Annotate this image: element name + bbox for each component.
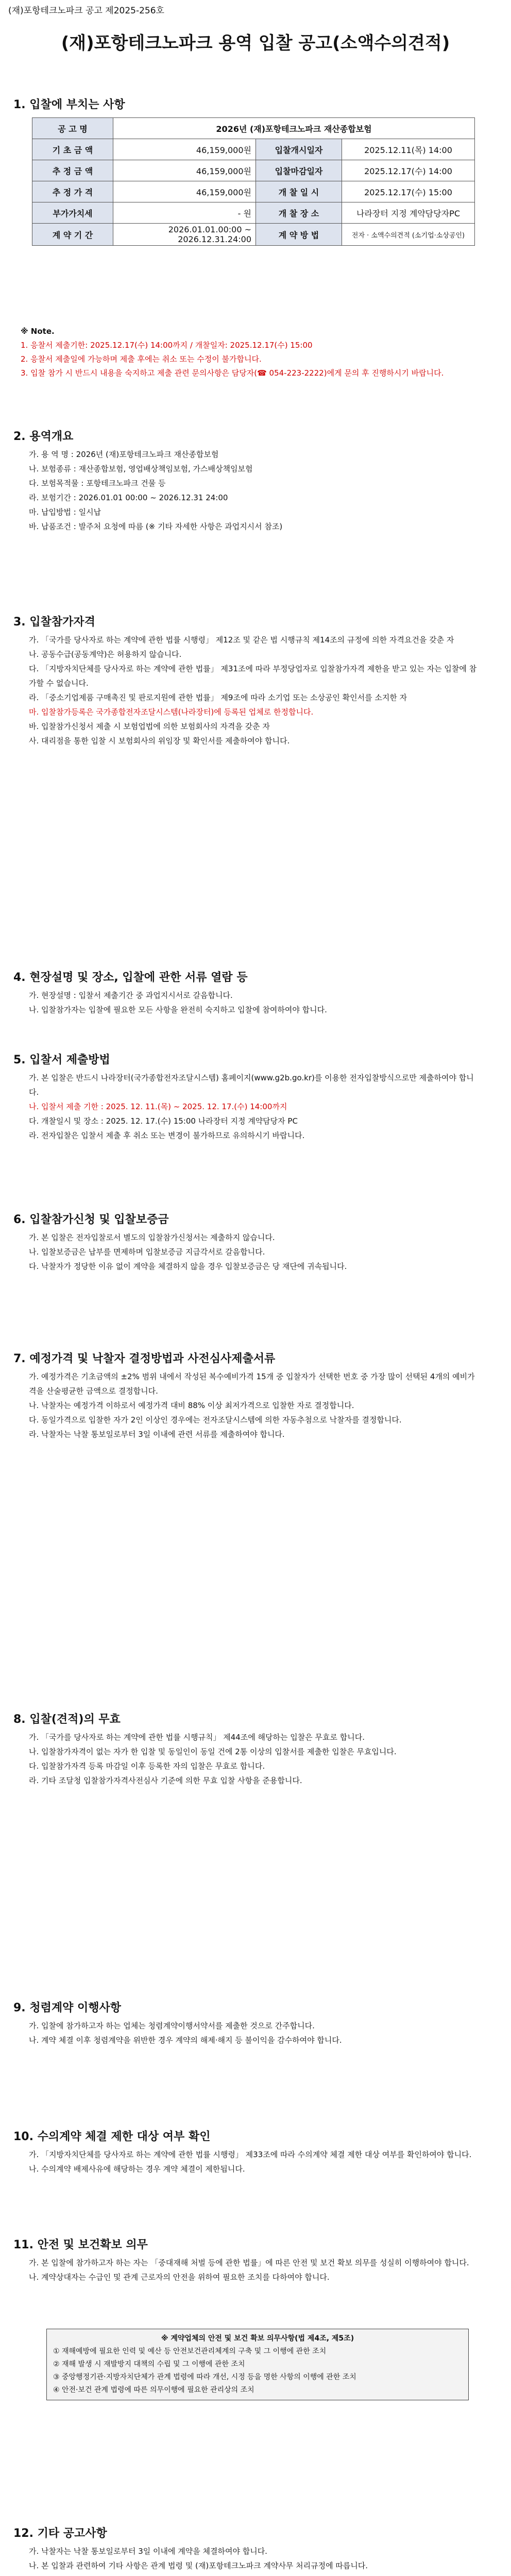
section-heading: 8. 입찰(견적)의 무효 [13, 1713, 121, 1726]
note-line: 1. 응찰서 제출기한: 2025.12.17(수) 14:00까지 / 개찰일자: 2025.12.17(수) 15:00 [21, 341, 313, 350]
list-item: 라. 보험기간 : 2026.01.01 00:00 ~ 2026.12.31 24:00 [29, 493, 228, 502]
list-item: 라. 전자입찰은 입찰서 제출 후 취소 또는 변경이 불가하므로 유의하시기 바랍니다. [29, 1131, 305, 1140]
price-list [29, 1369, 482, 1442]
list-item: 나. 입찰서 제출 기한 : 2025. 12. 11.(목) ~ 2025. 12. 17.(수) 14:00까지 [29, 1102, 287, 1111]
list-item: 나. 입찰참가자격이 없는 자가 한 입찰 및 동일인이 동일 건에 2통 이상의 입찰서를 제출한 입찰은 무효입니다. [29, 1747, 397, 1756]
table-row [32, 139, 475, 160]
restriction-list [29, 2147, 482, 2176]
box-line: ③ 중앙행정기관·지방자치단체가 관계 법령에 따라 개선, 시정 등을 명한 사항의 이행에 관한 조치 [53, 2373, 356, 2381]
section-heading: 6. 입찰참가신청 및 입찰보증금 [13, 1213, 169, 1226]
table-label: 개 찰 장 소 [256, 202, 342, 224]
section-heading: 5. 입찰서 제출방법 [13, 1054, 110, 1066]
submission-list [29, 1071, 482, 1143]
list-item: 나. 입찰참가자는 입찰에 필요한 모든 사항을 완전히 숙지하고 입찰에 참여하여야 합니다. [29, 1005, 327, 1014]
box-title: ※ 계약업체의 안전 및 보건 확보 의무사항(법 제4조, 제5조) [161, 2334, 354, 2343]
note-line: 3. 입찰 참가 시 반드시 내용을 숙지하고 제출 관련 문의사항은 담당자(☎ 054-223-2222)에게 문의 후 진행하시기 바랍니다. [21, 368, 444, 378]
table-value: 2025.12.17(수) 15:00 [342, 181, 475, 202]
table-value: 나라장터 지정 계약담당자PC [342, 202, 475, 224]
safety-list [29, 2256, 482, 2284]
invalid-list [29, 1730, 482, 1788]
table-label: 추 정 금 액 [32, 160, 113, 181]
list-item: 가. 본 입찰은 전자입찰로서 별도의 입찰참가신청서는 제출하지 않습니다. [29, 1233, 275, 1242]
list-item: 나. 낙찰자는 예정가격 이하로서 예정가격 대비 88% 이상 최저가격으로 입찰한 자로 결정합니다. [29, 1401, 354, 1410]
list-item: 가. 낙찰자는 낙찰 통보일로부터 3일 이내에 계약을 체결하여야 합니다. [29, 2547, 267, 2556]
table-value: 전자 · 소액수의견적 (소기업·소상공인) [342, 224, 475, 246]
box-line: ② 재해 발생 시 재발방지 대책의 수립 및 그 이행에 관한 조치 [53, 2360, 245, 2368]
list-item: 가. 「국가를 당사자로 하는 계약에 관한 법률 시행규칙」 제44조에 해당하는 입찰은 무효로 합니다. [29, 1733, 365, 1742]
list-item: 가. 입찰에 참가하고자 하는 업체는 청렴계약이행서약서를 제출한 것으로 간주합니다. [29, 2021, 315, 2030]
section-heading: 4. 현장설명 및 장소, 입찰에 관한 서류 열람 등 [13, 971, 248, 984]
box-line: ④ 안전·보건 관계 법령에 따른 의무이행에 필요한 관리상의 조치 [53, 2386, 254, 2394]
other-list [29, 2544, 482, 2576]
list-item: 라. 낙찰자는 낙찰 통보일로부터 3일 이내에 관련 서류를 제출하여야 합니다. [29, 1430, 285, 1439]
list-item: 바. 납품조건 : 발주처 요청에 따름 (※ 기타 자세한 사항은 과업지시서 참조) [29, 522, 283, 531]
table-value: - 원 [113, 202, 256, 224]
deposit-list [29, 1230, 482, 1274]
safety-obligations-box [46, 2329, 469, 2400]
table-row [32, 224, 475, 246]
table-label: 입찰개시일자 [256, 139, 342, 160]
table-label: 공 고 명 [32, 118, 113, 139]
table-row [32, 160, 475, 181]
table-value: 46,159,000원 [113, 181, 256, 202]
note-line: 2. 응찰서 제출일에 가능하며 제출 후에는 취소 또는 수정이 불가합니다. [21, 354, 262, 364]
reference-number: (재)포항테크노파크 공고 제2025-256호 [8, 6, 164, 16]
section-heading: 9. 청렴계약 이행사항 [13, 2002, 121, 2014]
list-item: 다. 개찰일시 및 장소 : 2025. 12. 17.(수) 15:00 나라장터 지정 계약담당자 PC [29, 1116, 298, 1126]
list-item: 가. 현장설명 : 입찰서 제출기간 중 과업지시서로 갈음합니다. [29, 991, 233, 1000]
table-label: 개 찰 일 시 [256, 181, 342, 202]
list-item: 나. 입찰보증금은 납부를 면제하며 입찰보증금 지급각서로 갈음합니다. [29, 1247, 265, 1257]
table-label: 계 약 방 법 [256, 224, 342, 246]
list-item: 바. 입찰참가신청서 제출 시 보험업법에 의한 보험회사의 자격을 갖춘 자 [29, 722, 270, 731]
table-label: 기 초 금 액 [32, 139, 113, 160]
box-line: ① 재해예방에 필요한 인력 및 예산 등 안전보건관리체계의 구축 및 그 이행에 관한 조치 [53, 2347, 327, 2355]
list-item: 나. 수의계약 배제사유에 해당하는 경우 계약 체결이 제한됩니다. [29, 2164, 245, 2174]
list-item: 나. 공동수급(공동계약)은 허용하지 않습니다. [29, 650, 182, 659]
integrity-list [29, 2019, 482, 2047]
table-value: 46,159,000원 [113, 139, 256, 160]
notice-box [21, 325, 484, 380]
list-item: 나. 계약상대자는 수급인 및 관계 근로자의 안전을 위하여 필요한 조치를 다하여야 합니다. [29, 2273, 330, 2282]
table-row [32, 118, 475, 139]
table-row [32, 202, 475, 224]
section-heading: 3. 입찰참가자격 [13, 616, 95, 629]
table-label: 추 정 가 격 [32, 181, 113, 202]
qualification-list [29, 633, 482, 748]
table-label: 입찰마감일자 [256, 160, 342, 181]
section-heading: 11. 안전 및 보건확보 의무 [13, 2239, 148, 2251]
list-item: 가. 본 입찰은 반드시 나라장터(국가종합전자조달시스템) 홈페이지(www.g2b.go.kr)를 이용한 전자입찰방식으로만 제출하여야 합니다. [29, 1073, 474, 1097]
section-heading: 10. 수의계약 체결 제한 대상 여부 확인 [13, 2130, 211, 2143]
table-value: 46,159,000원 [113, 160, 256, 181]
list-item: 가. 예정가격은 기초금액의 ±2% 범위 내에서 작성된 복수예비가격 15개 중 입찰자가 선택한 번호 중 가장 많이 선택된 4개의 예비가격을 산술평균한 금액으로 결정합니다. [29, 1372, 475, 1396]
list-item: 나. 계약 체결 이후 청렴계약을 위반한 경우 계약의 해제·해지 등 불이익을 감수하여야 합니다. [29, 2036, 342, 2045]
list-item: 다. 보험목적물 : 포항테크노파크 건물 등 [29, 479, 166, 488]
list-item: 나. 본 입찰과 관련하여 기타 사항은 관계 법령 및 (재)포항테크노파크 계약사무 처리규정에 따릅니다. [29, 2561, 368, 2570]
list-item: 라. 「중소기업제품 구매촉진 및 판로지원에 관한 법률」 제9조에 따라 소기업 또는 소상공인 확인서를 소지한 자 [29, 693, 407, 702]
table-value: 2026.01.01.00:00 ~ 2026.12.31.24:00 [113, 224, 256, 246]
list-item: 마. 입찰참가등록은 국가종합전자조달시스템(나라장터)에 등록된 업체로 한정합니다. [29, 707, 314, 717]
page-title: (재)포항테크노파크 용역 입찰 공고(소액수의견적) [61, 33, 450, 54]
list-item: 다. 동일가격으로 입찰한 자가 2인 이상인 경우에는 전자조달시스템에 의한 자동추첨으로 낙찰자를 결정합니다. [29, 1415, 402, 1425]
list-item: 가. 「국가를 당사자로 하는 계약에 관한 법률 시행령」 제12조 및 같은 법 시행규칙 제14조의 규정에 의한 자격요건을 갖춘 자 [29, 635, 454, 645]
list-item: 라. 기타 조달청 입찰참가자격사전심사 기준에 의한 무효 입찰 사항을 준용합니다. [29, 1776, 302, 1785]
list-item: 가. 용 역 명 : 2026년 (재)포항테크노파크 재산종합보험 [29, 450, 219, 459]
section-heading: 12. 기타 공고사항 [13, 2527, 107, 2540]
table-value: 2026년 (재)포항테크노파크 재산종합보험 [113, 118, 475, 139]
section-heading: 7. 예정가격 및 낙찰자 결정방법과 사전심사제출서류 [13, 1352, 276, 1365]
list-item: 다. 「지방자치단체를 당사자로 하는 계약에 관한 법률」 제31조에 따라 부정당업자로 입찰참가자격 제한을 받고 있는 자는 입찰에 참가할 수 없습니다. [29, 664, 477, 688]
site-list [29, 988, 482, 1017]
list-item: 다. 입찰참가자격 등록 마감일 이후 등록한 자의 입찰은 무효로 합니다. [29, 1761, 265, 1771]
list-item: 마. 납입방법 : 일시납 [29, 507, 101, 517]
bid-info-table [32, 117, 475, 246]
table-row [32, 181, 475, 202]
list-item: 가. 「지방자치단체를 당사자로 하는 계약에 관한 법률 시행령」 제33조에 따라 수의계약 체결 제한 대상 여부를 확인하여야 합니다. [29, 2150, 472, 2159]
section-heading: 2. 용역개요 [13, 430, 74, 443]
list-item: 사. 대리점을 통한 입찰 시 보험회사의 위임장 및 확인서를 제출하여야 합니다. [29, 736, 290, 745]
list-item: 가. 본 입찰에 참가하고자 하는 자는 「중대재해 처벌 등에 관한 법률」에 따른 안전 및 보건 확보 의무를 성실히 이행하여야 합니다. [29, 2258, 469, 2267]
list-item [29, 2573, 482, 2576]
note-heading: ※ Note. [21, 327, 55, 336]
section-heading: 1. 입찰에 부치는 사항 [13, 98, 125, 111]
overview-list [29, 447, 482, 534]
table-label: 계 약 기 간 [32, 224, 113, 246]
table-label: 부가가치세 [32, 202, 113, 224]
list-item: 나. 보험종류 : 재산종합보험, 영업배상책임보험, 가스배상책임보험 [29, 464, 253, 473]
table-value: 2025.12.17(수) 14:00 [342, 160, 475, 181]
table-value: 2025.12.11(목) 14:00 [342, 139, 475, 160]
list-item: 다. 낙찰자가 정당한 이유 없이 계약을 체결하지 않을 경우 입찰보증금은 당 재단에 귀속됩니다. [29, 1262, 347, 1271]
